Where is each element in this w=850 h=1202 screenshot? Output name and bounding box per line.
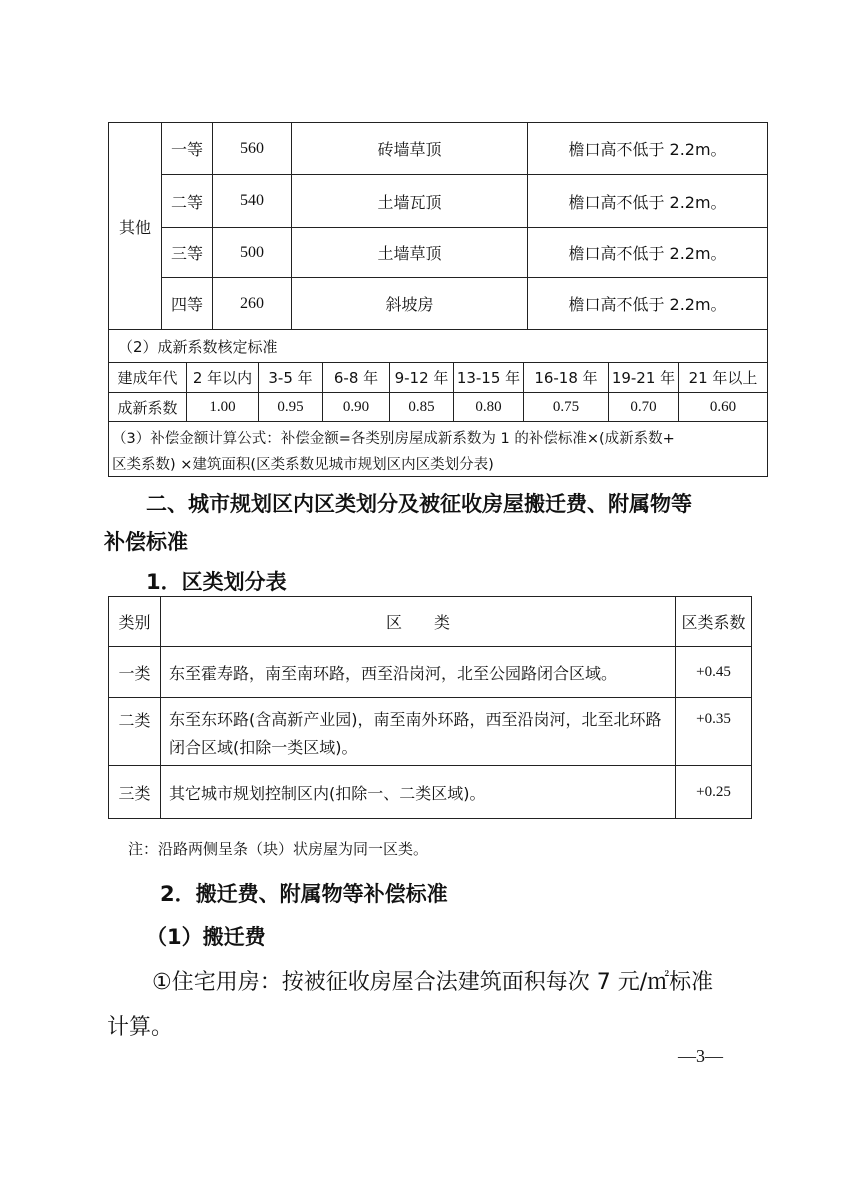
zone-category: 一类 <box>118 663 151 683</box>
grade-cell: 二等 <box>170 192 203 212</box>
coef-value: 0.70 <box>630 398 657 415</box>
grade-cell: 四等 <box>170 295 203 314</box>
age-header: 19-21 年 <box>611 369 676 387</box>
zone-coef: +0.25 <box>696 783 731 800</box>
age-header: 21 年以上 <box>688 369 758 387</box>
age-header: 6-8 年 <box>333 369 379 387</box>
age-header: 13-15 年 <box>456 369 521 387</box>
age-label: 建成年代 <box>117 369 178 387</box>
note-cell: 檐口高不低于 2.2m。 <box>568 140 727 159</box>
age-header: 3-5 年 <box>268 369 313 387</box>
zone-header-coef: 区类系数 <box>681 613 746 632</box>
zone-category: 二类 <box>118 710 151 730</box>
zone-coef: +0.35 <box>696 710 731 727</box>
section-heading-line-2: 补偿标准 <box>104 530 188 554</box>
formula-line-1: （3）补偿金额计算公式：补偿金额=各类别房屋成新系数为 1 的补偿标准×(成新系数+ <box>112 431 675 447</box>
price-cell: 260 <box>240 294 264 312</box>
zone-category: 三类 <box>118 783 151 803</box>
formula-line-2: 区类系数) ×建筑面积(区类系数见城市规划区内区类划分表) <box>112 457 494 473</box>
coef-label: 成新系数 <box>117 398 178 417</box>
zone-coef: +0.45 <box>696 663 731 680</box>
depreciation-title: （2）成新系数核定标准 <box>118 337 278 356</box>
zone-description: 其它城市规划控制区内(扣除一、二类区域)。 <box>169 783 486 803</box>
paragraph-line-1: ①住宅用房：按被征收房屋合法建筑面积每次 7 元/㎡标准 <box>152 970 714 995</box>
coef-value: 0.75 <box>552 398 580 415</box>
age-header: 9-12 年 <box>394 369 449 387</box>
subsection-1-heading: 1．区类划分表 <box>146 570 287 594</box>
age-header: 2 年以内 <box>192 369 253 387</box>
section-heading-line-1: 二、城市规划区内区类划分及被征收房屋搬迁费、附属物等 <box>146 492 692 516</box>
zone-header-zone: 区 类 <box>385 613 450 632</box>
coef-value: 0.85 <box>408 398 435 415</box>
coef-value: 0.95 <box>277 398 304 415</box>
note-cell: 檐口高不低于 2.2m。 <box>568 295 727 314</box>
subsection-2-1-heading: （1）搬迁费 <box>146 925 266 949</box>
coef-value: 1.00 <box>209 398 236 415</box>
price-cell: 540 <box>240 192 264 209</box>
age-header: 16-18 年 <box>534 369 598 387</box>
structure-cell: 土墙瓦顶 <box>377 192 442 212</box>
note-cell: 檐口高不低于 2.2m。 <box>568 244 727 263</box>
structure-cell: 斜坡房 <box>385 295 434 314</box>
grade-cell: 一等 <box>170 140 203 159</box>
coef-value: 0.80 <box>475 398 502 415</box>
zone-description: 东至东环路(含高新产业园)，南至南外环路，西至沿岗河，北至北环路闭合区域(扣除一类区域)。 <box>169 710 662 757</box>
coef-value: 0.90 <box>342 398 370 415</box>
paragraph-line-2: 计算。 <box>107 1015 174 1040</box>
zone-header-category: 类别 <box>118 613 151 632</box>
price-cell: 560 <box>240 139 264 157</box>
note-cell: 檐口高不低于 2.2m。 <box>568 192 727 212</box>
coef-value: 0.60 <box>709 398 737 415</box>
group-label: 其他 <box>118 217 151 237</box>
structure-cell: 土墙草顶 <box>377 244 442 263</box>
page-number: —3— <box>678 1046 723 1066</box>
zone-description: 东至霍寿路，南至南环路，西至沿岗河，北至公园路闭合区域。 <box>169 663 618 683</box>
structure-cell: 砖墙草顶 <box>377 140 442 159</box>
zone-note: 注：沿路两侧呈条（块）状房屋为同一区类。 <box>128 840 429 858</box>
price-cell: 500 <box>240 243 264 261</box>
subsection-2-heading: 2．搬迁费、附属物等补偿标准 <box>160 882 448 906</box>
grade-cell: 三等 <box>170 244 203 263</box>
